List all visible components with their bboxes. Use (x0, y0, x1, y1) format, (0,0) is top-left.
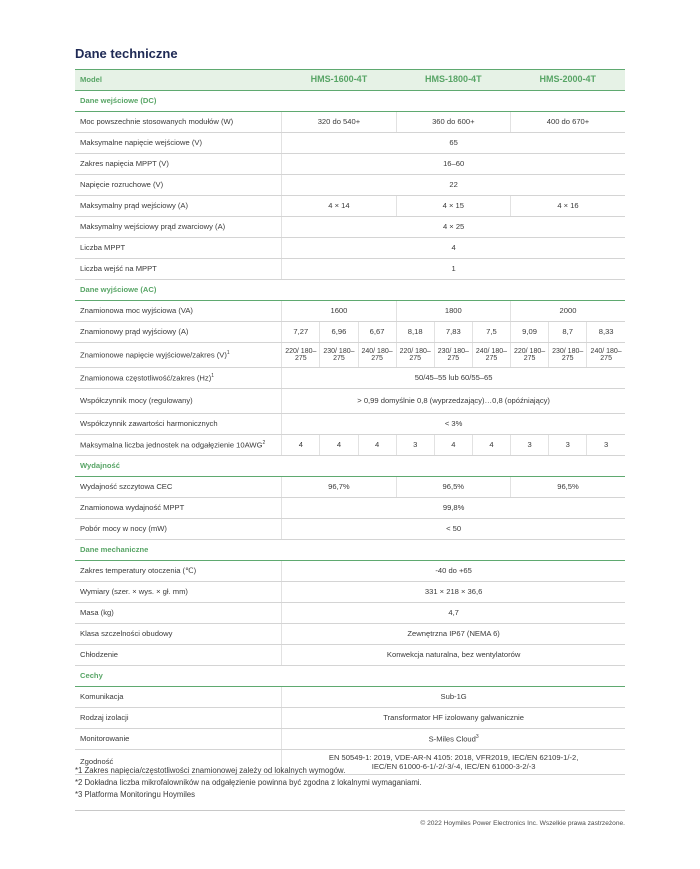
row-label (75, 259, 282, 280)
footnote-ref: 3 (475, 733, 479, 740)
row-value (320, 435, 358, 456)
row-value-text: 7,27 (293, 327, 309, 337)
row-label (75, 687, 282, 708)
table-row (75, 624, 625, 645)
row-value (396, 435, 434, 456)
row-label (75, 645, 282, 666)
row-value (396, 477, 510, 498)
row-label-text: Monitorowanie (80, 734, 130, 744)
row-label (75, 561, 282, 582)
row-value-text: 3 (604, 440, 609, 450)
section-header (75, 91, 625, 112)
row-label-text: Klasa szczelności obudowy (80, 629, 173, 639)
row-value (282, 175, 625, 196)
section-title: Cechy (75, 666, 625, 687)
row-value-text: 8,18 (407, 327, 423, 337)
row-value-text: 4 (451, 440, 456, 450)
table-row (75, 322, 625, 343)
row-value-text: 99,8% (442, 503, 465, 513)
row-value-text: 4 × 14 (328, 201, 350, 211)
footnote-ref: 2 (262, 439, 266, 446)
row-value-text: 4 (336, 440, 342, 450)
row-value (358, 435, 396, 456)
row-label-text: Współczynnik zawartości harmonicznych (80, 419, 218, 429)
row-value (511, 343, 549, 368)
footnote-2: *2 Dokładna liczba mikrofalowników na odgałęzienie powinna być zgodna z lokalnymi wymaganiami. (75, 778, 422, 787)
row-label-text: Maksymalny prąd wejściowy (A) (80, 201, 189, 211)
row-value-text: 6,96 (331, 327, 347, 337)
row-value-text: EN 50549-1: 2019, VDE-AR-N 4105: 2018, VFR2019, IEC/EN 62109-1/-2, IEC/EN 61000-6-1/-2/-3/-4, IEC/EN 61000-3-2/-3 (328, 752, 579, 771)
spec-table (75, 69, 625, 775)
row-value (282, 322, 320, 343)
row-value-text: 230/ 180–275 (437, 347, 469, 362)
row-value (587, 435, 625, 456)
row-value (282, 414, 625, 435)
model-label: Model (75, 70, 282, 91)
section-title: Dane wyjściowe (AC) (75, 280, 625, 301)
row-label-text: Napięcie rozruchowe (V) (80, 180, 164, 190)
row-value-text: 4 (374, 440, 380, 450)
row-value-text: 3 (527, 440, 532, 450)
table-row (75, 498, 625, 519)
row-value-text: 4 (489, 440, 494, 450)
row-value-text: 230/ 180–275 (323, 347, 355, 362)
section-title: Dane wejściowe (DC) (75, 91, 625, 112)
row-label (75, 708, 282, 729)
row-value-text: < 3% (444, 419, 463, 429)
row-value (282, 498, 625, 519)
row-label-text: Znamionowa częstotliwość/zakres (Hz) (80, 373, 212, 383)
table-row (75, 343, 625, 368)
row-value (511, 196, 626, 217)
row-value (434, 343, 472, 368)
row-value-text: -40 do +65 (435, 566, 472, 576)
table-row (75, 477, 625, 498)
row-value-text: 7,83 (445, 327, 461, 337)
row-value (282, 561, 625, 582)
row-value-text: 230/ 180–275 (552, 347, 584, 362)
row-label (75, 519, 282, 540)
row-value (358, 322, 396, 343)
model-name-3: HMS-2000-4T (511, 70, 626, 91)
row-value (396, 322, 434, 343)
footnote-ref: 1 (226, 349, 230, 356)
row-value (511, 112, 626, 133)
row-value (549, 435, 587, 456)
row-value (282, 259, 625, 280)
row-label-text: Maksymalne napięcie wejściowe (V) (80, 138, 202, 148)
row-label-text: Liczba MPPT (80, 243, 126, 253)
row-value-text: 220/ 180–275 (399, 347, 431, 362)
row-value (434, 322, 472, 343)
section-title: Wydajność (75, 456, 625, 477)
row-value-text: 4,7 (448, 608, 459, 618)
row-value-text: 360 do 600+ (432, 117, 475, 127)
row-value-text: 2000 (559, 306, 577, 316)
row-label (75, 154, 282, 175)
table-row (75, 259, 625, 280)
row-value (511, 301, 626, 322)
footnote-ref: 1 (211, 372, 215, 379)
row-value-text: 3 (565, 440, 570, 450)
table-row (75, 603, 625, 624)
footnote-3: *3 Platforma Monitoringu Hoymiles (75, 790, 196, 799)
row-value (396, 112, 510, 133)
table-row (75, 368, 625, 389)
row-value-text: Transformator HF izolowany galwanicznie (383, 713, 524, 723)
row-label-text: Znamionowa wydajność MPPT (80, 503, 185, 513)
model-name-2: HMS-1800-4T (396, 70, 510, 91)
row-value-text: 6,67 (369, 327, 385, 337)
section-header (75, 456, 625, 477)
section-header (75, 280, 625, 301)
row-value (282, 687, 625, 708)
row-label-text: Moc powszechnie stosowanych modułów (W) (80, 117, 234, 127)
table-row (75, 561, 625, 582)
row-label-text: Komunikacja (80, 692, 124, 702)
row-label-text: Rodzaj izolacji (80, 713, 129, 723)
row-label (75, 343, 282, 368)
row-label-text: Masa (kg) (80, 608, 114, 618)
row-label-text: Liczba wejść na MPPT (80, 264, 157, 274)
table-row (75, 175, 625, 196)
row-value (434, 435, 472, 456)
row-label-text: Zgodność (80, 757, 114, 767)
row-value-text: 65 (449, 138, 458, 148)
section-header (75, 540, 625, 561)
table-row (75, 238, 625, 259)
row-label-text: Maksymalny wejściowy prąd zwarciowy (A) (80, 222, 226, 232)
row-value-text: 4 (451, 243, 456, 253)
row-value-text: 331 × 218 × 36,6 (424, 587, 483, 597)
row-value (282, 435, 320, 456)
row-value-text: 96,5% (442, 482, 465, 492)
row-value-text: Zewnętrzna IP67 (NEMA 6) (407, 629, 500, 639)
row-value (358, 343, 396, 368)
row-value (472, 343, 510, 368)
row-label (75, 112, 282, 133)
row-label-text: Współczynnik mocy (regulowany) (80, 396, 193, 406)
row-label (75, 322, 282, 343)
table-row (75, 389, 625, 414)
row-value-text: 400 do 670+ (546, 117, 590, 127)
row-value (472, 322, 510, 343)
row-label (75, 498, 282, 519)
row-value (282, 729, 625, 750)
table-row (75, 301, 625, 322)
row-label-text: Wydajność szczytowa CEC (80, 482, 173, 492)
row-label (75, 217, 282, 238)
row-value-text: Sub-1G (440, 692, 467, 702)
row-value-text: 8,33 (598, 327, 614, 337)
row-value (282, 645, 625, 666)
row-value (549, 343, 587, 368)
row-value-text: 320 do 540+ (317, 117, 361, 127)
row-label (75, 368, 282, 389)
row-label (75, 414, 282, 435)
row-value (282, 389, 625, 414)
row-label-text: Zakres napięcia MPPT (V) (80, 159, 169, 169)
row-value (282, 301, 396, 322)
row-label (75, 624, 282, 645)
table-row (75, 645, 625, 666)
row-label (75, 238, 282, 259)
row-label-text: Znamionowy prąd wyjściowy (A) (80, 327, 189, 337)
row-label (75, 389, 282, 414)
row-value (282, 368, 625, 389)
row-value-text: 22 (449, 180, 458, 190)
row-value (282, 582, 625, 603)
row-value-text: 4 (298, 440, 303, 450)
table-row (75, 435, 625, 456)
row-value (511, 322, 549, 343)
row-value-text: S-Miles Cloud (428, 734, 476, 744)
row-value-text: 4 × 16 (557, 201, 579, 211)
table-row (75, 414, 625, 435)
row-value-text: 220/ 180–275 (513, 347, 546, 362)
footer-divider (75, 810, 625, 811)
row-value-text: 16–60 (443, 159, 465, 169)
row-value (587, 343, 625, 368)
section-header (75, 666, 625, 687)
table-row (75, 708, 625, 729)
row-value-text: Konwekcja naturalna, bez wentylatorów (386, 650, 521, 660)
row-value (282, 133, 625, 154)
copyright: © 2022 Hoymiles Power Electronics Inc. Wszelkie prawa zastrzeżone. (420, 820, 625, 827)
row-label (75, 582, 282, 603)
row-value-text: > 0,99 domyślnie 0,8 (wyprzedzający)…0,8 (opóźniający) (357, 396, 550, 406)
row-value (282, 624, 625, 645)
footnote-1: *1 Zakres napięcia/częstotliwości znamionowej zależy od lokalnych wymogów. (75, 766, 346, 775)
row-value (282, 603, 625, 624)
row-value (549, 322, 587, 343)
row-value (282, 112, 396, 133)
row-label-text: Wymiary (szer. × wys. × gł. mm) (80, 587, 188, 597)
row-label-text: Maksymalna liczba jednostek na odgałęzienie 10AWG (80, 440, 263, 450)
row-value (320, 322, 358, 343)
row-value (282, 217, 625, 238)
table-header (75, 70, 625, 91)
row-value (282, 238, 625, 259)
row-value-text: 220/ 180–275 (285, 347, 317, 362)
model-name-1: HMS-1600-4T (282, 70, 396, 91)
row-value-text: 7,5 (486, 327, 497, 337)
row-value-text: 1 (451, 264, 456, 274)
table-row (75, 687, 625, 708)
table-row (75, 133, 625, 154)
row-value (511, 477, 626, 498)
row-value-text: 96,7% (328, 482, 350, 492)
row-label (75, 477, 282, 498)
row-label (75, 435, 282, 456)
row-label-text: Pobór mocy w nocy (mW) (80, 524, 167, 534)
row-value-text: 4 × 15 (442, 201, 464, 211)
page-title: Dane techniczne (75, 46, 178, 61)
row-label (75, 603, 282, 624)
row-value-text: 4 × 25 (442, 222, 465, 232)
footnotes (75, 765, 625, 801)
row-value-text: 8,7 (562, 327, 573, 337)
table-row (75, 217, 625, 238)
row-value (282, 477, 396, 498)
table-row (75, 582, 625, 603)
row-value-text: 240/ 180–275 (361, 347, 393, 362)
row-label (75, 133, 282, 154)
row-label (75, 196, 282, 217)
row-value (282, 343, 320, 368)
row-value (472, 435, 510, 456)
table-row (75, 729, 625, 750)
row-value (282, 196, 396, 217)
row-value-text: 1600 (330, 306, 348, 316)
row-value-text: 240/ 180–275 (475, 347, 508, 362)
row-value (587, 322, 625, 343)
row-value (396, 343, 434, 368)
table-row (75, 519, 625, 540)
row-value (396, 301, 510, 322)
table-row (75, 154, 625, 175)
row-label-text: Znamionowe napięcie wyjściowe/zakres (V) (80, 350, 227, 360)
table-row (75, 196, 625, 217)
row-value-text: 3 (413, 440, 418, 450)
row-label (75, 729, 282, 750)
row-label-text: Znamionowa moc wyjściowa (VA) (80, 306, 193, 316)
row-value-text: 96,5% (557, 482, 579, 492)
row-label-text: Zakres temperatury otoczenia (℃) (80, 566, 197, 576)
row-value (396, 196, 510, 217)
row-value (282, 519, 625, 540)
row-value (511, 435, 549, 456)
table-row (75, 112, 625, 133)
row-value (320, 343, 358, 368)
row-value-text: 9,09 (522, 327, 537, 337)
row-value (282, 708, 625, 729)
row-label-text: Chłodzenie (80, 650, 118, 660)
row-value (282, 154, 625, 175)
row-value-text: < 50 (446, 524, 462, 534)
section-title: Dane mechaniczne (75, 540, 625, 561)
row-label (75, 301, 282, 322)
row-label (75, 175, 282, 196)
row-value-text: 1800 (444, 306, 462, 316)
row-value-text: 50/45–55 lub 60/55–65 (414, 373, 493, 383)
row-value-text: 240/ 180–275 (590, 347, 622, 362)
